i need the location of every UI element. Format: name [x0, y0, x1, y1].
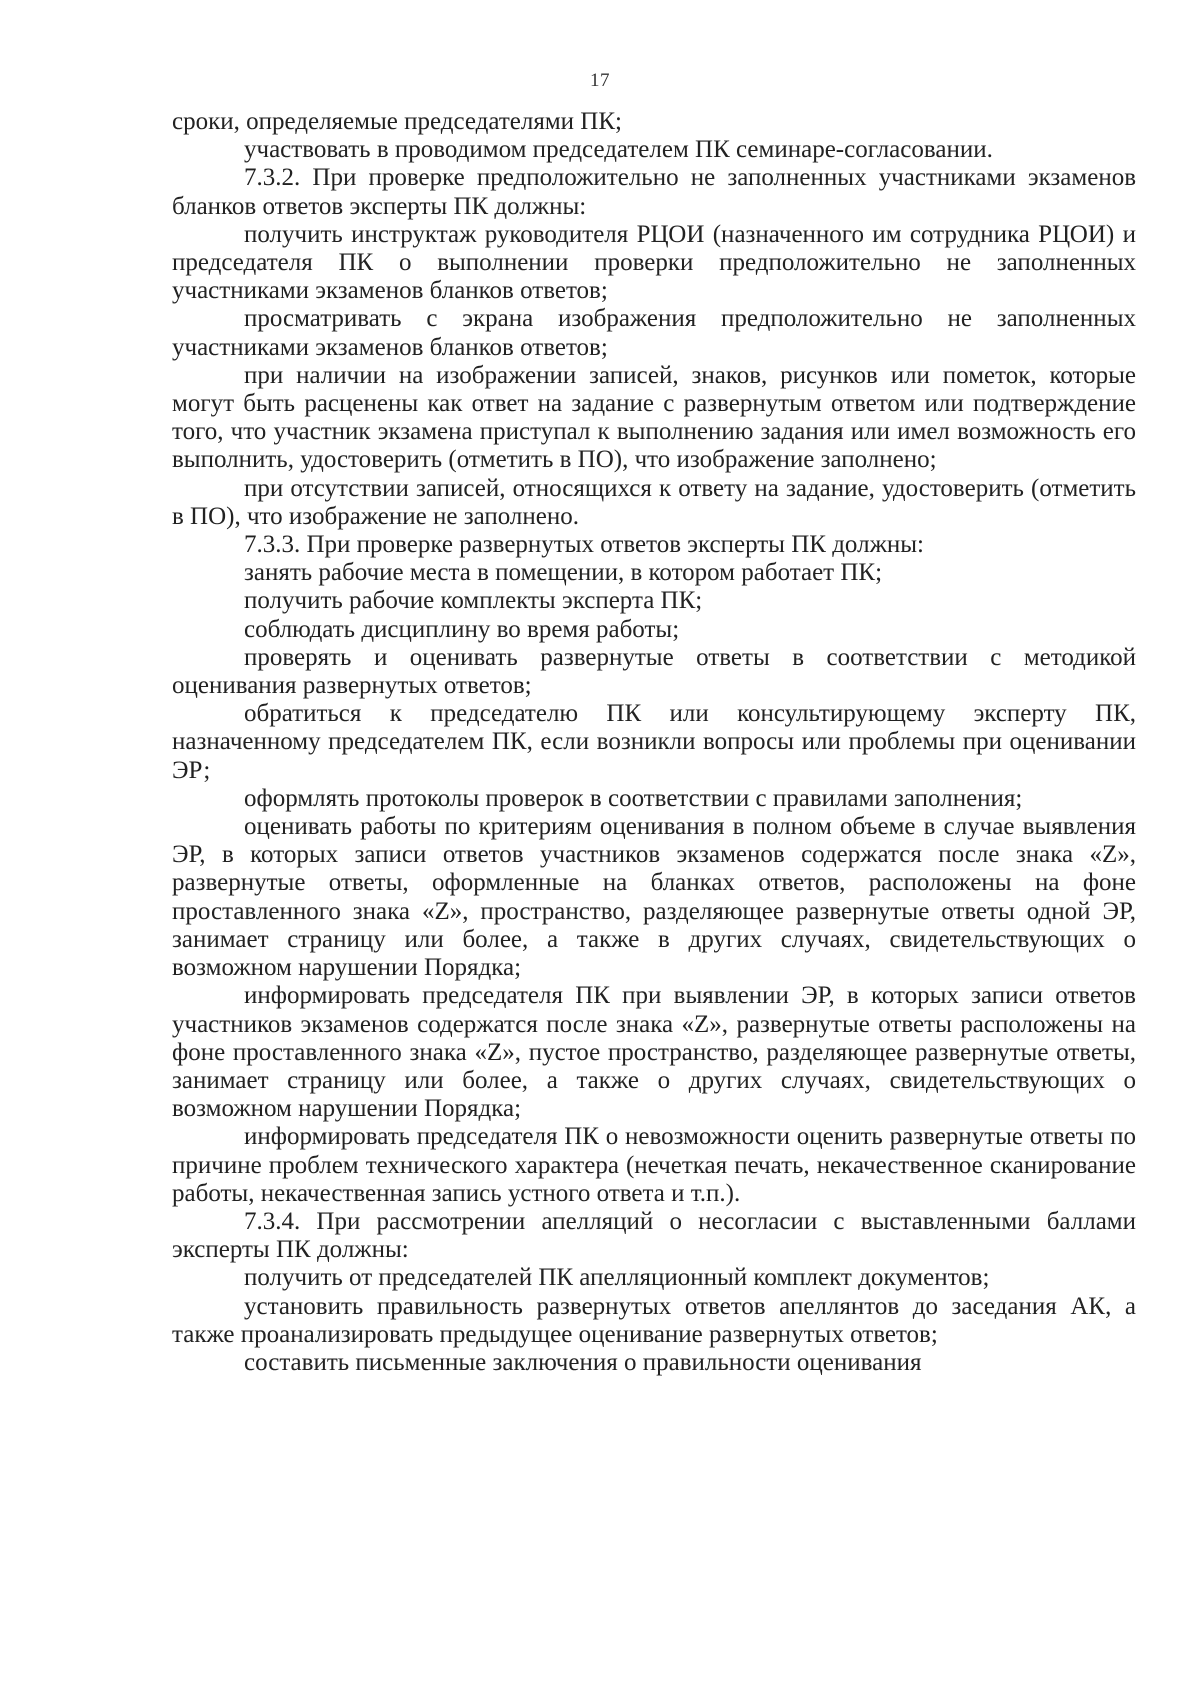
- paragraph: оценивать работы по критериям оценивания в полном объеме в случае выявления ЭР, в которых записи ответов участников экзаменов содержатся после знака «Z», развернутые ответы, оформленные на бланках ответов, расположены на фоне проставленного знака «Z», пространство, разделяющее развернутые ответы одной ЭР, занимает страницу или более, а также в других случаях, свидетельствующих о возможном нарушении Порядка;: [172, 813, 1136, 982]
- paragraph: обратиться к председателю ПК или консультирующему эксперту ПК, назначенному председателем ПК, если возникли вопросы или проблемы при оценивании ЭР;: [172, 700, 1136, 784]
- paragraph: получить от председателей ПК апелляционный комплект документов;: [244, 1264, 990, 1292]
- paragraph: при отсутствии записей, относящихся к ответу на задание, удостоверить (отметить в ПО), что изображение не заполнено.: [172, 474, 1136, 530]
- paragraph: информировать председателя ПК о невозможности оценить развернутые ответы по причине проблем технического характера (нечеткая печать, некачественное сканирование работы, некачественная запись устного ответа и т.п.).: [172, 1123, 1136, 1207]
- section-heading-7-3-2: 7.3.2. При проверке предположительно не заполненных участниками экзаменов бланков ответов эксперты ПК должны:: [172, 164, 1136, 220]
- page-number: 17: [590, 70, 610, 91]
- paragraph: установить правильность развернутых ответов апеллянтов до заседания АК, а также проанализировать предыдущее оценивание развернутых ответов;: [172, 1292, 1136, 1348]
- paragraph: просматривать с экрана изображения предположительно не заполненных участниками экзаменов бланков ответов;: [172, 305, 1136, 361]
- paragraph: получить рабочие комплекты эксперта ПК;: [244, 587, 703, 615]
- paragraph: оформлять протоколы проверок в соответствии с правилами заполнения;: [244, 784, 1023, 812]
- section-heading-7-3-4: 7.3.4. При рассмотрении апелляций о несогласии с выставленными баллами эксперты ПК должны:: [172, 1207, 1136, 1264]
- section-heading-7-3-3: 7.3.3. При проверке развернутых ответов эксперты ПК должны:: [244, 531, 924, 559]
- document-body: [172, 108, 1136, 1377]
- paragraph: занять рабочие места в помещении, в котором работает ПК;: [244, 559, 883, 587]
- paragraph: участвовать в проводимом председателем ПК семинаре-согласовании.: [244, 136, 993, 164]
- paragraph: получить инструктаж руководителя РЦОИ (назначенного им сотрудника РЦОИ) и председателя ПК о выполнении проверки предположительно не заполненных участниками экзаменов бланков ответов;: [172, 220, 1136, 305]
- paragraph: при наличии на изображении записей, знаков, рисунков или пометок, которые могут быть расценены как ответ на задание с развернутым ответом или подтверждение того, что участник экзамена приступал к выполнению задания или имел возможность его выполнить, удостоверить (отметить в ПО), что изображение заполнено;: [172, 361, 1136, 474]
- paragraph: проверять и оценивать развернутые ответы в соответствии с методикой оценивания развернутых ответов;: [172, 643, 1136, 700]
- paragraph: соблюдать дисциплину во время работы;: [244, 615, 680, 643]
- paragraph: составить письменные заключения о правильности оценивания: [244, 1348, 922, 1376]
- paragraph: сроки, определяемые председателями ПК;: [172, 108, 622, 135]
- paragraph: информировать председателя ПК при выявлении ЭР, в которых записи ответов участников экзаменов содержатся после знака «Z», развернутые ответы расположены на фоне проставленного знака «Z», пустое пространство, разделяющее развернутые ответы, занимает страницу или более, а также о других случаях, свидетельствующих о возможном нарушении Порядка;: [172, 982, 1136, 1123]
